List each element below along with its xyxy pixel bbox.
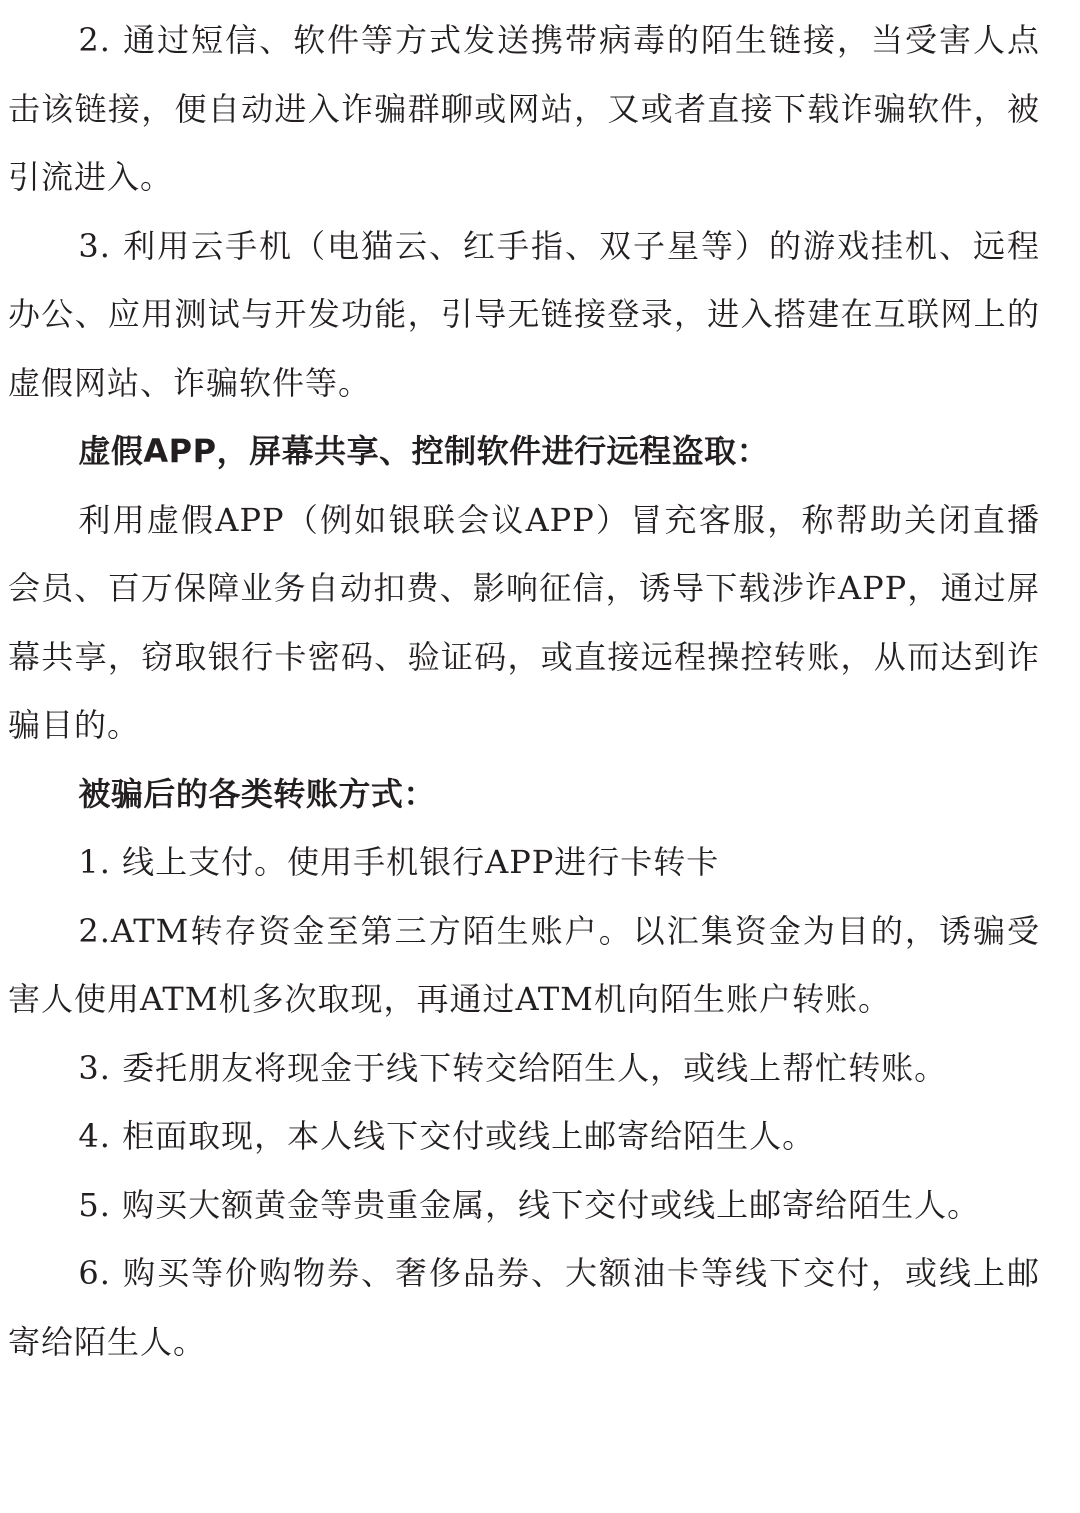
- paragraph-transfer-friend: 3. 委托朋友将现金于线下转交给陌生人，或线上帮忙转账。: [78, 1048, 948, 1087]
- paragraph-transfer-counter: 4. 柜面取现，本人线下交付或线上邮寄给陌生人。: [78, 1117, 816, 1155]
- paragraph-fake-app-description: 利用虚假APP（例如银联会议APP）冒充客服，称帮助关闭直播会员、百万保障业务自动扣费、影响征信，诱导下载涉诈APP，通过屏幕共享，窃取银行卡密码、验证码，或直接远程操控转账，从而达到诈骗目的。: [8, 500, 1040, 744]
- heading-transfer-methods: 被骗后的各类转账方式：: [78, 774, 436, 813]
- paragraph-transfer-vouchers: 6. 购买等价购物券、奢侈品券、大额油卡等线下交付，或线上邮寄给陌生人。: [8, 1254, 1040, 1361]
- paragraph-transfer-online: 1. 线上支付。使用手机银行APP进行卡转卡: [78, 843, 720, 881]
- paragraph-sms-link-method: 2. 通过短信、软件等方式发送携带病毒的陌生链接，当受害人点击该链接，便自动进入诈骗群聊或网站，又或者直接下载诈骗软件，被引流进入。: [8, 21, 1040, 196]
- paragraph-transfer-gold: 5. 购买大额黄金等贵重金属，线下交付或线上邮寄给陌生人。: [78, 1185, 981, 1224]
- heading-fake-app-remote-theft: 虚假APP，屏幕共享、控制软件进行远程盗取：: [78, 432, 770, 470]
- paragraph-cloud-phone-method: 3. 利用云手机（电猫云、红手指、双子星等）的游戏挂机、远程办公、应用测试与开发功能，引导无链接登录，进入搭建在互联网上的虚假网站、诈骗软件等。: [8, 226, 1040, 402]
- paragraph-transfer-atm: 2.ATM转存资金至第三方陌生账户。以汇集资金为目的，诱骗受害人使用ATM机多次取现，再通过ATM机向陌生账户转账。: [8, 911, 1040, 1018]
